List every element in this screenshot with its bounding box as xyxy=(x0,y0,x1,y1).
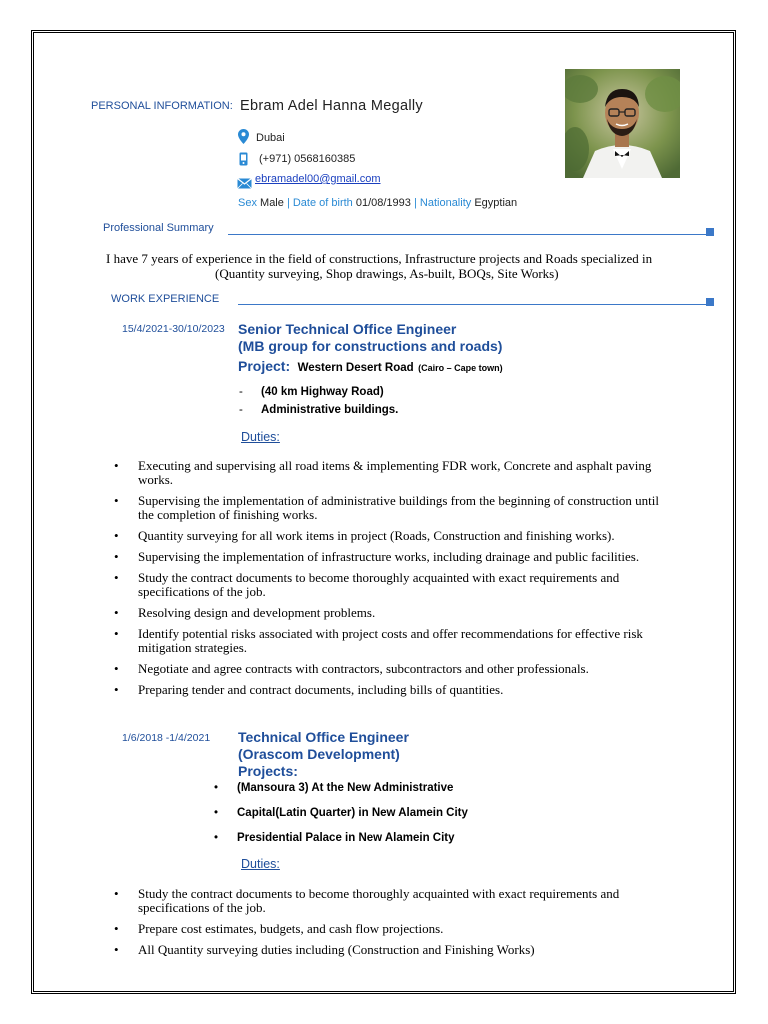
email-link[interactable]: ebramadel00@gmail.com xyxy=(255,173,381,185)
dob-value: 01/08/1993 xyxy=(355,197,411,209)
job-company: (MB group for constructions and roads) xyxy=(238,338,503,354)
nationality-label: Nationality xyxy=(419,197,472,209)
profile-photo xyxy=(565,69,680,178)
project-sub-item-text: Capital(Latin Quarter) in New Alamein City xyxy=(237,807,468,819)
job-duties-list xyxy=(112,887,713,957)
project-label: Projects: xyxy=(238,763,298,779)
duty-item: • All Quantity surveying duties including (Construction and Finishing Works) xyxy=(112,943,713,957)
project-sub-item-text: (Mansoura 3) At the New Administrative xyxy=(237,782,454,794)
duty-item: • Prepare cost estimates, budgets, and cash flow projections. xyxy=(112,922,713,936)
summary-heading: Professional Summary xyxy=(103,222,214,234)
project-sub-item: - Administrative buildings. xyxy=(239,404,399,416)
duty-item: • Supervising the implementation of administrative buildings from the beginning of construction until the completion of finishing works. xyxy=(112,494,713,522)
work-experience-heading: WORK EXPERIENCE xyxy=(111,293,220,305)
project-sub-item: • Capital(Latin Quarter) in New Alamein City xyxy=(214,807,468,819)
summary-divider xyxy=(228,234,706,235)
project-label: Project: xyxy=(238,358,291,374)
duty-item: • Study the contract documents to become thoroughly acquainted with exact requirements and specifications of the job. xyxy=(112,571,713,599)
duties-label: Duties: xyxy=(241,857,280,871)
dob-label: Date of birth xyxy=(292,197,353,209)
phone-text: (+971) 0568160385 xyxy=(259,153,356,165)
project-sub-item-text: Presidential Palace in New Alamein City xyxy=(237,832,455,844)
duty-item: • Resolving design and development problems. xyxy=(112,606,713,620)
project-name: Western Desert Road xyxy=(297,362,414,374)
duties-label: Duties: xyxy=(241,430,280,444)
envelope-icon xyxy=(237,176,252,194)
duty-item: • Executing and supervising all road items & implementing FDR work, Concrete and asphalt paving works. xyxy=(112,459,713,487)
project-sub-item: • (Mansoura 3) At the New Administrative xyxy=(214,782,454,794)
nationality-value: Egyptian xyxy=(474,197,518,209)
duty-item: • Study the contract documents to become thoroughly acquainted with exact requirements and specifications of the job. xyxy=(112,887,713,915)
location-text: Dubai xyxy=(256,132,285,144)
phone-icon xyxy=(239,152,248,171)
summary-text-line1: I have 7 years of experience in the field of constructions, Infrastructure projects and Roads specialized in xyxy=(106,251,653,266)
summary-divider-marker xyxy=(706,228,714,236)
personal-info-label: PERSONAL INFORMATION: xyxy=(91,100,233,112)
job-title: Technical Office Engineer xyxy=(238,729,409,745)
project-sub-item-text: Administrative buildings. xyxy=(261,404,399,416)
project-note: (Cairo – Cape town) xyxy=(418,363,503,373)
sex-label: Sex xyxy=(238,197,257,209)
separator: | xyxy=(413,197,417,209)
work-divider-marker xyxy=(706,298,714,306)
candidate-name: Ebram Adel Hanna Megally xyxy=(240,98,423,114)
personal-details xyxy=(238,197,517,209)
duty-item: • Identify potential risks associated with project costs and offer recommendations for effective risk mitigation strategies. xyxy=(112,627,713,655)
duty-item: • Quantity surveying for all work items in project (Roads, Construction and finishing works). xyxy=(112,529,713,543)
duty-item: • Preparing tender and contract documents, including bills of quantities. xyxy=(112,683,713,697)
duty-item: • Negotiate and agree contracts with contractors, subcontractors and other professionals. xyxy=(112,662,713,676)
job-dates: 1/6/2018 -1/4/2021 xyxy=(122,732,211,744)
job-company: (Orascom Development) xyxy=(238,746,400,762)
job-title: Senior Technical Office Engineer xyxy=(238,321,457,337)
map-pin-icon xyxy=(238,129,249,149)
project-sub-item-text: (40 km Highway Road) xyxy=(261,386,384,398)
job-dates: 15/4/2021-30/10/2023 xyxy=(122,323,225,335)
project-sub-item: • Presidential Palace in New Alamein City xyxy=(214,832,455,844)
project-sub-item: - (40 km Highway Road) xyxy=(239,386,384,398)
work-divider xyxy=(238,304,706,305)
duty-item: • Supervising the implementation of infrastructure works, including drainage and public facilities. xyxy=(112,550,713,564)
separator: | xyxy=(286,197,290,209)
job-project-line xyxy=(238,358,503,376)
sex-value: Male xyxy=(260,197,284,209)
job-duties-list xyxy=(112,459,713,697)
summary-text-line2: (Quantity surveying, Shop drawings, As-built, BOQs, Site Works) xyxy=(215,266,559,281)
